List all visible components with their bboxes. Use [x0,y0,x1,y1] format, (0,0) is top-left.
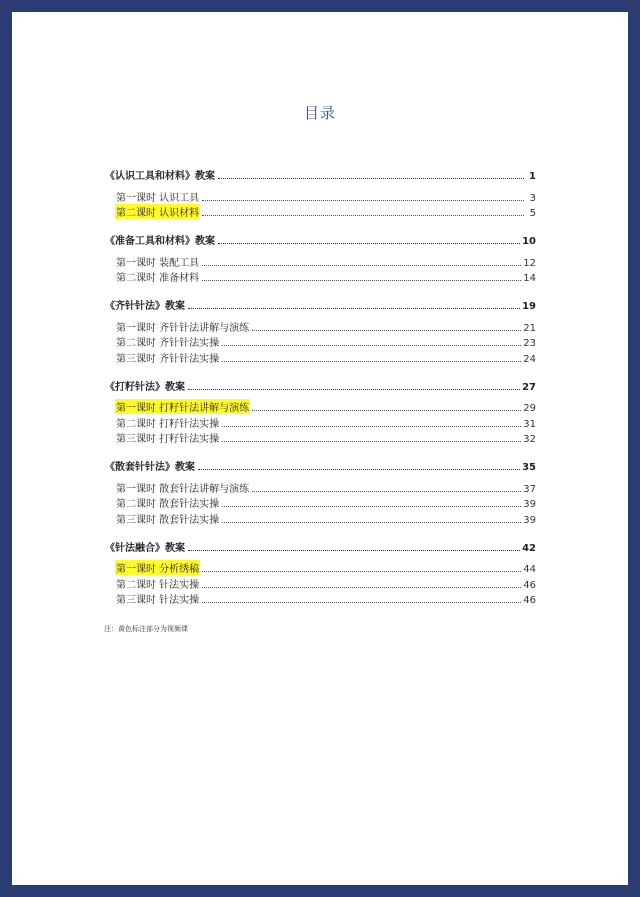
lesson-page-number: 44 [523,564,536,575]
chapter-page-number: 10 [522,236,536,247]
toc-chapter [104,373,536,446]
lesson-title: 第二课时 散套针法实操 [116,499,220,510]
toc-chapter [104,292,536,365]
lesson-page-number: 12 [523,257,536,269]
toc-chapter [104,227,536,284]
toc-chapter [104,162,536,219]
toc-lesson-entry[interactable] [104,430,536,446]
toc-lesson-entry[interactable] [104,479,536,495]
toc-lesson-entry[interactable] [104,204,536,220]
lesson-title: 第二课时 针法实操 [116,579,200,591]
chapter-page-number: 27 [522,381,536,393]
lesson-title: 第一课时 认识工具 [116,192,200,204]
dot-leader [252,491,521,492]
toc-lesson-entry[interactable] [104,188,536,204]
toc-chapter-entry[interactable] [104,227,536,247]
lesson-title: 第二课时 打籽针法实操 [116,418,220,430]
dot-leader [202,571,521,572]
lesson-page-number: 31 [523,418,536,430]
toc-lesson-entry[interactable] [104,510,536,526]
toc-lesson-entry[interactable] [104,414,536,430]
chapter-title: 《散套针针法》教案 [105,462,195,473]
lesson-page-number: 46 [523,579,536,591]
dot-leader [188,389,520,390]
lesson-page-number: 14 [523,273,536,284]
dot-leader [218,178,524,179]
chapter-title: 《打籽针法》教案 [105,381,185,393]
toc-chapter-entry[interactable] [104,453,536,473]
toc-lesson-entry[interactable] [104,334,536,350]
table-of-contents [104,162,536,614]
lesson-page-number: 32 [523,434,536,445]
lesson-title: 第一课时 分析绣稿 [115,560,200,575]
toc-lesson-entry[interactable] [104,349,536,365]
toc-title: 目录 [303,104,336,122]
chapter-title: 《准备工具和材料》教案 [105,236,215,247]
dot-leader [202,265,521,266]
dot-leader [188,308,520,309]
lesson-title: 第三课时 齐针针法实操 [116,353,220,365]
lesson-title: 第三课时 散套针法实操 [116,514,220,526]
chapter-title: 《齐针针法》教案 [105,301,185,312]
lesson-page-number: 3 [529,192,536,204]
toc-lesson-entry[interactable] [104,575,536,591]
dot-leader [222,426,521,427]
lesson-title: 第三课时 针法实操 [116,595,200,606]
toc-lesson-entry[interactable] [104,318,536,334]
lesson-page-number: 37 [523,483,536,495]
dot-leader [222,361,521,362]
toc-chapter [104,453,536,526]
dot-leader [202,215,524,216]
toc-chapter-entry[interactable] [104,373,536,393]
lesson-title: 第二课时 准备材料 [116,273,200,284]
dot-leader [222,441,521,442]
lesson-title: 第一课时 打籽针法讲解与演练 [115,399,250,414]
lesson-page-number: 5 [529,208,536,219]
dot-leader [202,587,521,588]
dot-leader [222,506,521,507]
lesson-title: 第一课时 齐针针法讲解与演练 [116,322,250,334]
chapter-title: 《针法融合》教案 [105,542,185,554]
dot-leader [218,243,520,244]
lesson-title: 第二课时 认识材料 [115,204,200,219]
dot-leader [198,469,520,470]
dot-leader [252,410,521,411]
lesson-page-number: 39 [523,514,536,526]
dot-leader [202,200,524,201]
dot-leader [188,550,520,551]
toc-lesson-entry[interactable] [104,560,536,576]
toc-lesson-entry[interactable] [104,591,536,607]
dot-leader [202,602,521,603]
lesson-page-number: 46 [523,595,536,606]
chapter-page-number: 19 [522,301,536,312]
toc-lesson-entry[interactable] [104,253,536,269]
chapter-page-number: 35 [522,462,536,473]
document-page [12,12,628,885]
footnote: 注：黄色标注部分为视频课 [104,625,188,633]
dot-leader [222,522,521,523]
chapter-page-number: 42 [522,542,536,554]
toc-lesson-entry[interactable] [104,399,536,415]
toc-lesson-entry[interactable] [104,495,536,511]
chapter-page-number: 1 [529,171,536,182]
chapter-title: 《认识工具和材料》教案 [105,171,215,182]
dot-leader [202,280,521,281]
lesson-page-number: 39 [523,499,536,510]
toc-chapter-entry[interactable] [104,162,536,182]
lesson-title: 第一课时 装配工具 [116,257,200,269]
lesson-page-number: 24 [523,353,536,365]
toc-lesson-entry[interactable] [104,269,536,285]
lesson-page-number: 29 [523,403,536,414]
lesson-title: 第三课时 打籽针法实操 [116,434,220,445]
lesson-title: 第二课时 齐针针法实操 [116,338,220,349]
toc-chapter [104,534,536,607]
toc-chapter-entry[interactable] [104,292,536,312]
dot-leader [252,330,521,331]
lesson-page-number: 21 [523,322,536,334]
lesson-title: 第一课时 散套针法讲解与演练 [116,483,250,495]
dot-leader [222,345,521,346]
toc-chapter-entry[interactable] [104,534,536,554]
lesson-page-number: 23 [523,338,536,349]
